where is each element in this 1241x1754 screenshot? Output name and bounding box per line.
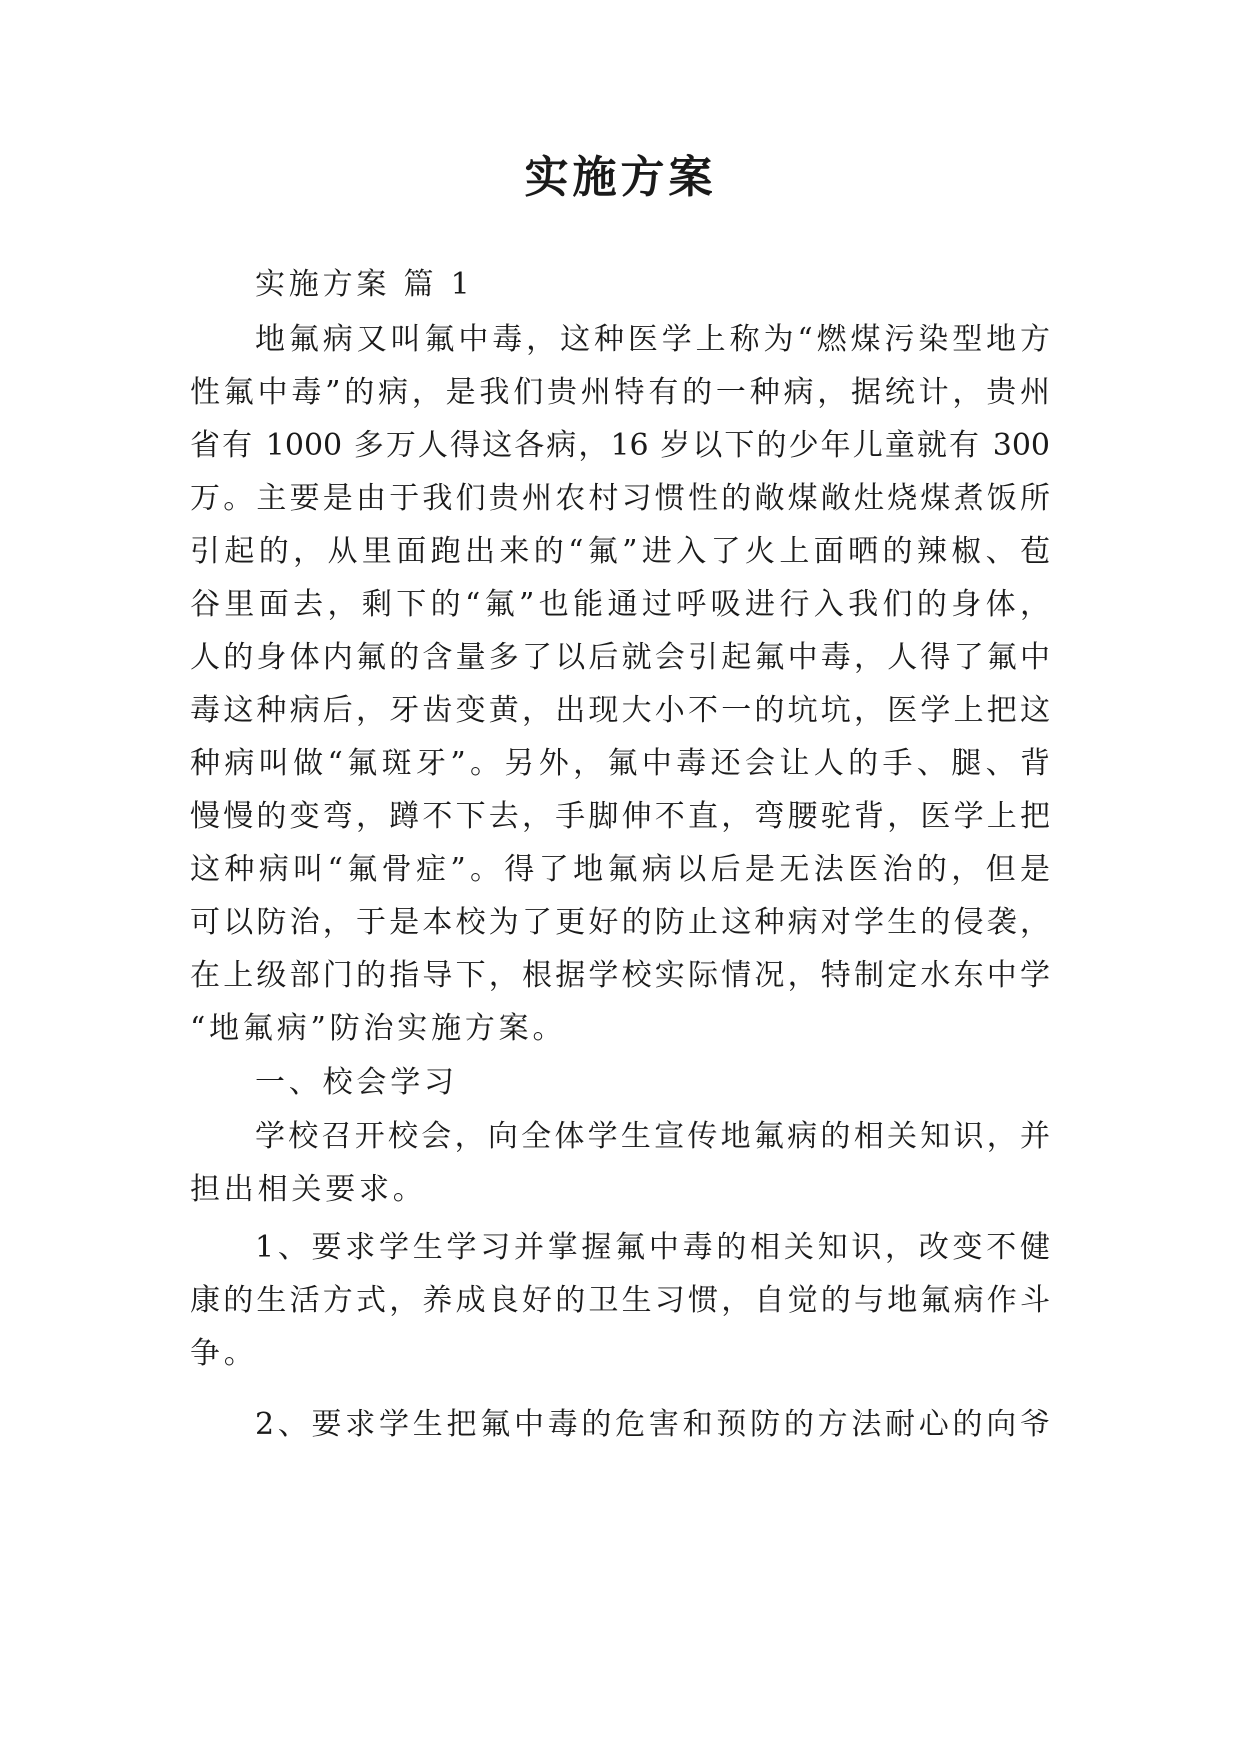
paragraph-line: 学校召开校会，向全体学生宣传地氟病的相关知识，并 (255, 1119, 1050, 1154)
paragraph-line: “地氟病”防治实施方案。 (190, 1011, 567, 1046)
paragraph-line: 慢慢的变弯，蹲不下去，手脚伸不直，弯腰驼背，医学上把 (190, 799, 1050, 834)
paragraph-line: 地氟病又叫氟中毒，这种医学上称为“燃煤污染型地方 (255, 322, 1050, 357)
paragraph-line: 在上级部门的指导下，根据学校实际情况，特制定水东中学 (190, 958, 1050, 993)
paragraph-line: 省有 1000 多万人得这各病，16 岁以下的少年儿童就有 300 (190, 428, 1050, 463)
document-title: 实施方案 (524, 152, 717, 203)
paragraph-line: 引起的，从里面跑出来的“氟”进入了火上面晒的辣椒、苞 (190, 534, 1050, 569)
list-item-line: 康的生活方式，养成良好的卫生习惯，自觉的与地氟病作斗 (190, 1283, 1050, 1318)
paragraph-line: 种病叫做“氟斑牙”。另外，氟中毒还会让人的手、腿、背 (190, 746, 1050, 781)
paragraph-line: 毒这种病后，牙齿变黄，出现大小不一的坑坑，医学上把这 (190, 693, 1050, 728)
section-subtitle: 实施方案 篇 1 (255, 267, 474, 302)
paragraph-line: 万。主要是由于我们贵州农村习惯性的敞煤敞灶烧煤煮饭所 (190, 481, 1050, 516)
paragraph-line: 这种病叫“氟骨症”。得了地氟病以后是无法医治的，但是 (190, 852, 1050, 887)
paragraph-line: 可以防治，于是本校为了更好的防止这种病对学生的侵袭， (190, 905, 1050, 940)
paragraph-line: 人的身体内氟的含量多了以后就会引起氟中毒，人得了氟中 (190, 640, 1050, 675)
list-item-line: 2、要求学生把氟中毒的危害和预防的方法耐心的向爷 (255, 1407, 1050, 1442)
list-item-line: 1、要求学生学习并掌握氟中毒的相关知识，改变不健 (255, 1230, 1050, 1265)
paragraph-line: 谷里面去，剩下的“氟”也能通过呼吸进行入我们的身体， (190, 587, 1050, 622)
paragraph-line: 性氟中毒”的病，是我们贵州特有的一种病，据统计，贵州 (190, 375, 1050, 410)
section-heading: 一、校会学习 (255, 1065, 458, 1100)
paragraph-line: 担出相关要求。 (190, 1172, 427, 1207)
list-item-line: 争。 (190, 1336, 258, 1371)
